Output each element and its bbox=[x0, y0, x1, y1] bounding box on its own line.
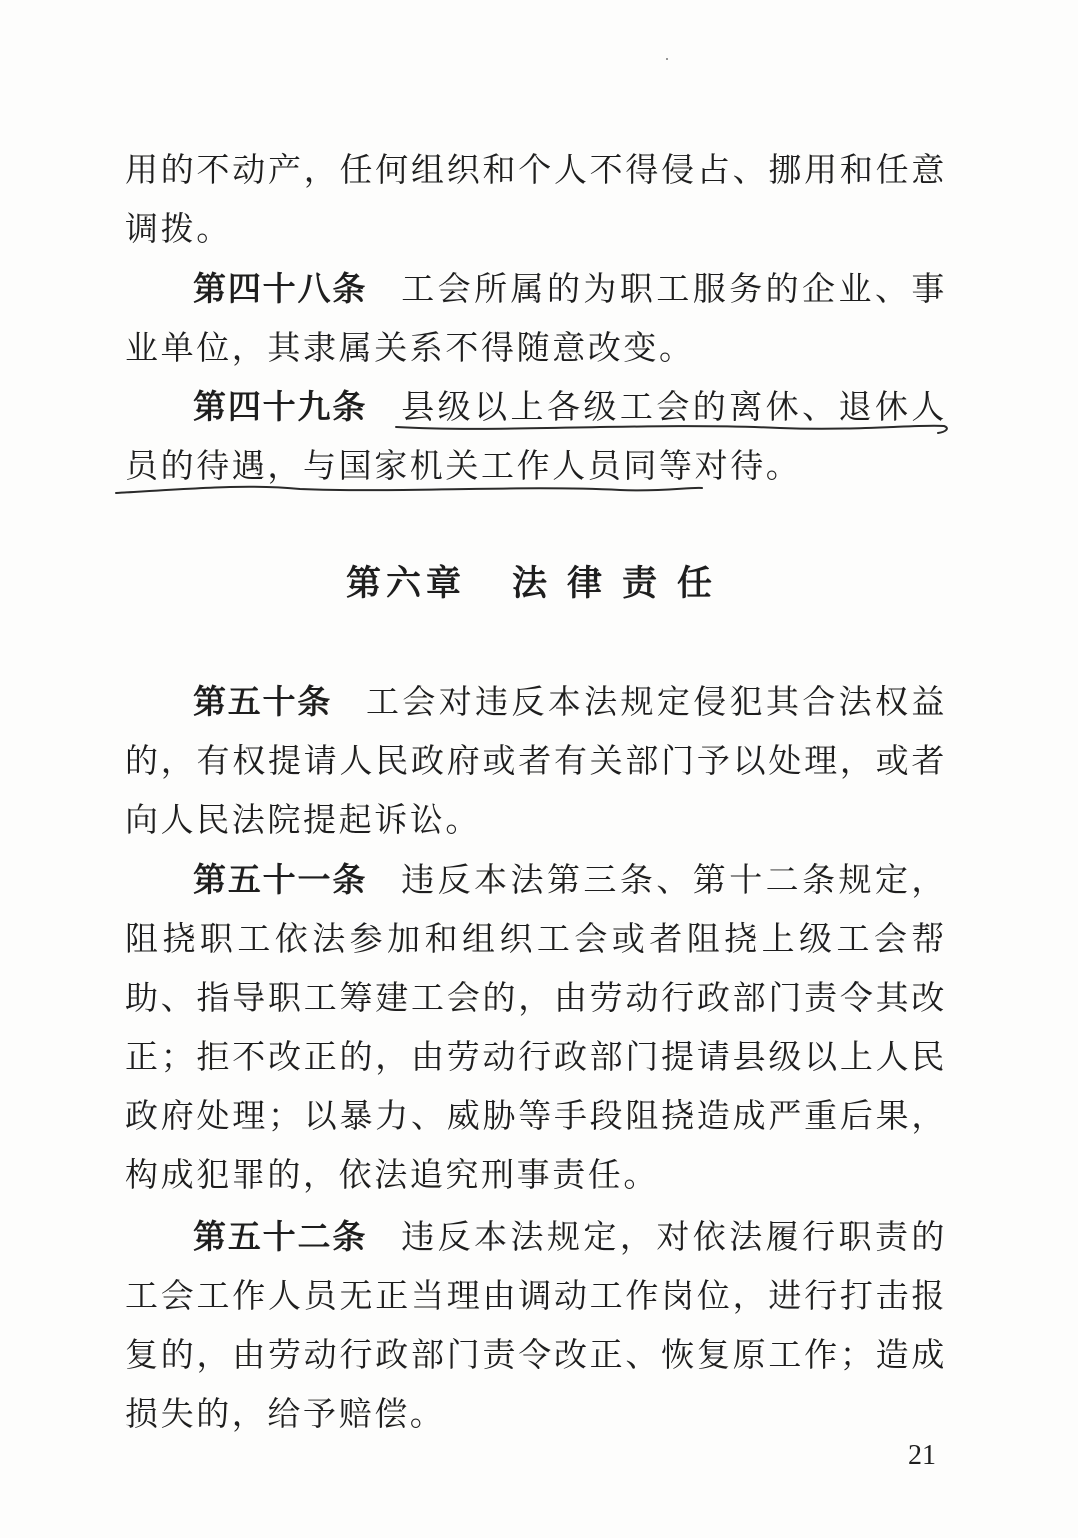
scan-speck bbox=[666, 58, 668, 60]
page-number: 21 bbox=[908, 1440, 936, 1471]
article-text: 工会对违反本法规定侵犯其合法权益的，有权提请人民政府或者有关部门予以处理，或者向人民法院提起诉讼。 bbox=[125, 682, 947, 839]
article-text: 县级以上各级工会的离休、退休人员的待遇，与国家机关工作人员同等对待。 bbox=[125, 387, 948, 485]
article-text: 工会所属的为职工服务的企业、事业单位，其隶属关系不得随意改变。 bbox=[125, 269, 948, 367]
article-label: 第五十二条 bbox=[193, 1217, 368, 1256]
article-label: 第五十条 bbox=[193, 682, 333, 721]
article-label: 第四十九条 bbox=[193, 387, 368, 426]
article-label: 第四十八条 bbox=[193, 269, 368, 308]
article-52 bbox=[125, 1207, 947, 1443]
article-text: 违反本法规定，对依法履行职责的工会工作人员无正当理由调动工作岗位，进行打击报复的，由劳动行政部门责令改正、恢复原工作；造成损失的，给予赔偿。 bbox=[125, 1217, 948, 1433]
paragraph-continuation bbox=[125, 140, 947, 258]
article-49 bbox=[125, 377, 947, 495]
chapter-name: 法律责任 bbox=[512, 563, 733, 604]
article-48 bbox=[125, 259, 947, 377]
article-51 bbox=[125, 850, 947, 1204]
chapter-number: 第六章 bbox=[345, 563, 466, 604]
article-text: 违反本法第三条、第十二条规定，阻挠职工依法参加和组织工会或者阻挠上级工会帮助、指导职工筹建工会的，由劳动行政部门责令其改正；拒不改正的，由劳动行政部门提请县级以上人民政府处理；以暴力、威胁等手段阻挠造成严重后果，构成犯罪的，依法追究刑事责任。 bbox=[125, 860, 948, 1194]
paragraph-text: 用的不动产，任何组织和个人不得侵占、挪用和任意调拨。 bbox=[125, 150, 947, 248]
chapter-heading bbox=[0, 556, 1078, 606]
article-50 bbox=[125, 672, 947, 849]
article-label: 第五十一条 bbox=[193, 860, 368, 899]
